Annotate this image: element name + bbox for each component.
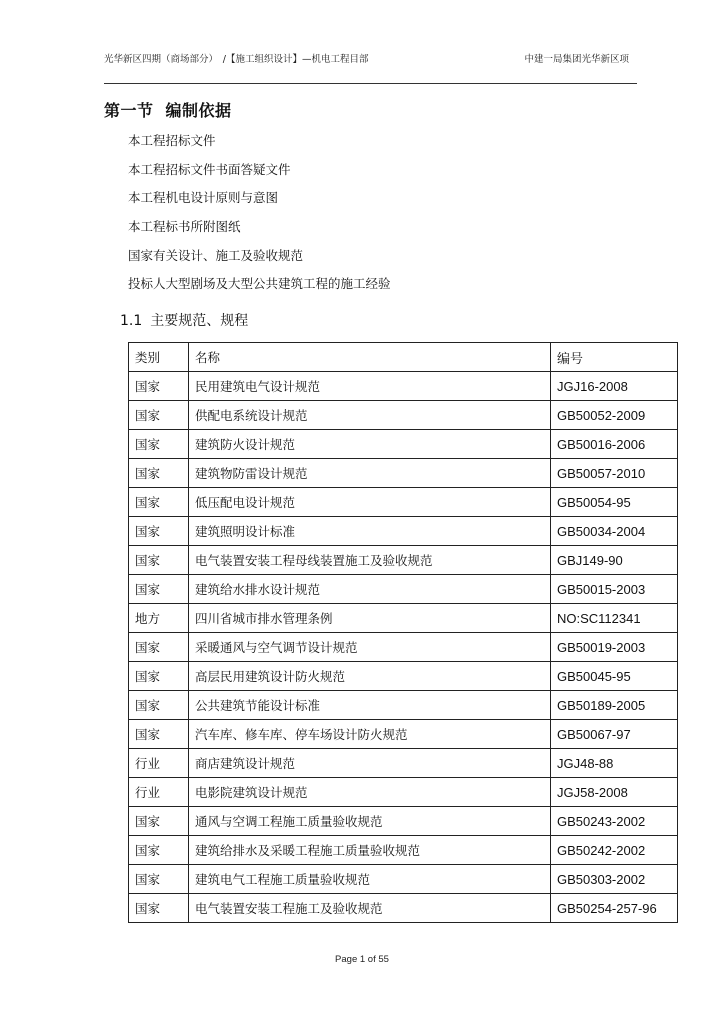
cell-category: 地方: [129, 604, 189, 633]
table-row: [129, 517, 678, 546]
cell-code: GB50045-95: [551, 662, 678, 691]
cell-category: 国家: [129, 430, 189, 459]
cell-category: 国家: [129, 517, 189, 546]
cell-category: 国家: [129, 459, 189, 488]
cell-code: GB50057-2010: [551, 459, 678, 488]
basis-item: 本工程招标文件: [128, 133, 216, 148]
cell-code: GB50015-2003: [551, 575, 678, 604]
cell-name: 建筑给水排水设计规范: [189, 575, 551, 604]
table-row: [129, 604, 678, 633]
section-heading: [104, 98, 232, 121]
table-header-row: [129, 343, 678, 372]
cell-code: JGJ48-88: [551, 749, 678, 778]
cell-code: GB50034-2004: [551, 517, 678, 546]
cell-code: GB50016-2006: [551, 430, 678, 459]
basis-item: 投标人大型剧场及大型公共建筑工程的施工经验: [128, 276, 391, 292]
cell-name: 建筑照明设计标准: [189, 517, 551, 546]
header-name: 名称: [189, 343, 551, 372]
cell-code: GB50242-2002: [551, 836, 678, 865]
basis-item: 本工程机电设计原则与意图: [128, 190, 279, 206]
cell-code: GB50254-257-96: [551, 894, 678, 923]
cell-category: 国家: [129, 662, 189, 691]
table-row: [129, 894, 678, 923]
cell-category: 国家: [129, 488, 189, 517]
cell-name: 低压配电设计规范: [189, 488, 551, 517]
cell-code: GB50189-2005: [551, 691, 678, 720]
cell-category: 国家: [129, 633, 189, 662]
cell-code: GB50243-2002: [551, 807, 678, 836]
table-row: [129, 633, 678, 662]
cell-name: 电气装置安装工程母线装置施工及验收规范: [189, 546, 551, 575]
cell-category: 国家: [129, 691, 189, 720]
cell-name: 采暖通风与空气调节设计规范: [189, 633, 551, 662]
cell-name: 建筑物防雷设计规范: [189, 459, 551, 488]
page-header: [104, 52, 637, 82]
basis-list: [128, 127, 391, 299]
cell-category: 国家: [129, 807, 189, 836]
cell-code: GB50019-2003: [551, 633, 678, 662]
table-row: [129, 807, 678, 836]
table-row: [129, 430, 678, 459]
cell-name: 公共建筑节能设计标准: [189, 691, 551, 720]
table-row: [129, 865, 678, 894]
cell-name: 供配电系统设计规范: [189, 401, 551, 430]
table-row: [129, 401, 678, 430]
cell-name: 民用建筑电气设计规范: [189, 372, 551, 401]
cell-category: 国家: [129, 720, 189, 749]
cell-name: 建筑电气工程施工质量验收规范: [189, 865, 551, 894]
cell-category: 行业: [129, 749, 189, 778]
cell-name: 高层民用建筑设计防火规范: [189, 662, 551, 691]
cell-name: 通风与空调工程施工质量验收规范: [189, 807, 551, 836]
cell-code: NO:SC112341: [551, 604, 678, 633]
cell-name: 四川省城市排水管理条例: [189, 604, 551, 633]
page-footer: Page 1 of 55: [335, 954, 389, 965]
cell-name: 建筑给排水及采暖工程施工质量验收规范: [189, 836, 551, 865]
cell-category: 行业: [129, 778, 189, 807]
cell-category: 国家: [129, 546, 189, 575]
subsection-number: 1.1: [120, 313, 143, 329]
cell-code: JGJ58-2008: [551, 778, 678, 807]
cell-code: GB50054-95: [551, 488, 678, 517]
cell-code: GB50067-97: [551, 720, 678, 749]
cell-code: JGJ16-2008: [551, 372, 678, 401]
table-row: [129, 575, 678, 604]
subsection-heading: [120, 310, 248, 330]
header-code: 编号: [551, 343, 678, 372]
cell-code: GB50303-2002: [551, 865, 678, 894]
table-row: [129, 546, 678, 575]
cell-category: 国家: [129, 865, 189, 894]
cell-category: 国家: [129, 836, 189, 865]
cell-category: 国家: [129, 894, 189, 923]
section-title-text: 编制依据: [165, 101, 232, 120]
table-row: [129, 778, 678, 807]
subsection-title-text: 主要规范、规程: [150, 313, 249, 329]
cell-code: GBJ149-90: [551, 546, 678, 575]
basis-item: 本工程标书所附图纸: [128, 219, 241, 235]
cell-category: 国家: [129, 401, 189, 430]
table-row: [129, 662, 678, 691]
cell-category: 国家: [129, 372, 189, 401]
cell-name: 电气装置安装工程施工及验收规范: [189, 894, 551, 923]
cell-category: 国家: [129, 575, 189, 604]
table-row: [129, 691, 678, 720]
table-row: [129, 372, 678, 401]
table-row: [129, 749, 678, 778]
table-row: [129, 836, 678, 865]
cell-name: 电影院建筑设计规范: [189, 778, 551, 807]
section-number: 第一节: [104, 101, 154, 120]
basis-item: 国家有关设计、施工及验收规范: [128, 247, 304, 263]
cell-name: 汽车库、修车库、停车场设计防火规范: [189, 720, 551, 749]
header-company: 中建一局集团光华新区项: [524, 54, 629, 65]
header-divider: [104, 83, 637, 84]
cell-code: GB50052-2009: [551, 401, 678, 430]
cell-name: 商店建筑设计规范: [189, 749, 551, 778]
standards-table: [128, 342, 678, 923]
basis-item: 本工程招标文件书面答疑文件: [128, 161, 291, 177]
table-row: [129, 459, 678, 488]
table-row: [129, 488, 678, 517]
header-category: 类别: [129, 343, 189, 372]
table-row: [129, 720, 678, 749]
header-project-title: 光华新区四期（商场部分） /【施工组织设计】—机电工程目部: [104, 54, 369, 65]
cell-name: 建筑防火设计规范: [189, 430, 551, 459]
